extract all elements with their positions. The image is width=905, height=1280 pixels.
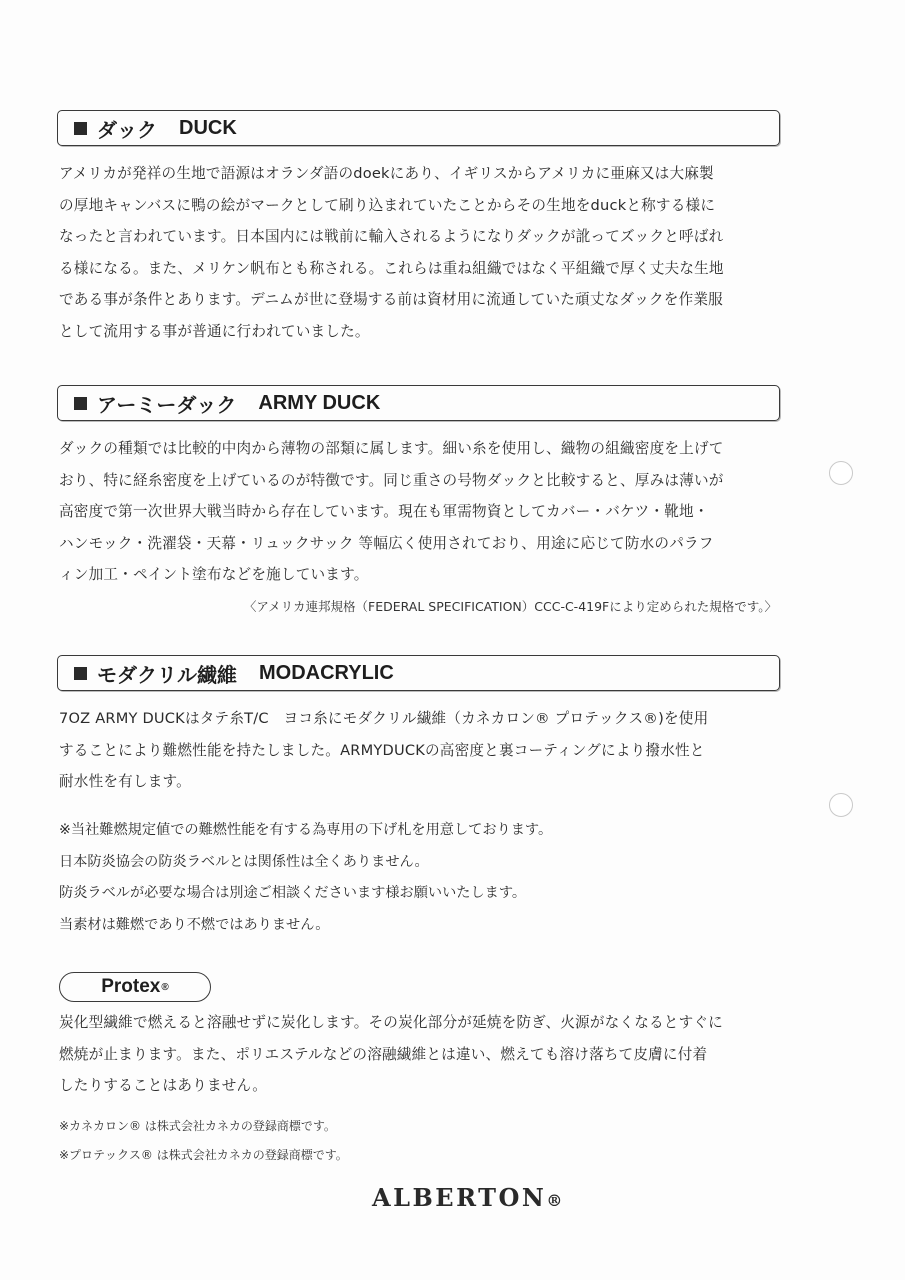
square-bullet-icon [74, 667, 87, 680]
section-body-modacrylic [59, 703, 789, 798]
body-line: る様になる。また、メリケン帆布とも称される。これらは重ね組織ではなく平組織で厚く丈夫な生地 [59, 259, 724, 277]
body-line: ダックの種類では比較的中肉から薄物の部類に属します。細い糸を使用し、織物の組織密度を上げて [59, 440, 724, 457]
square-bullet-icon [74, 397, 87, 410]
brand-logo [372, 1183, 562, 1212]
section-heading-modacrylic [57, 655, 780, 691]
flame-retardant-notes [59, 815, 552, 941]
protex-label [59, 972, 211, 1002]
heading-en: DUCK [179, 116, 237, 139]
body-line: なったと言われています。日本国内には戦前に輸入されるようになりダックが訛ってズックと呼ばれ [59, 228, 724, 245]
heading-jp: アーミーダック [97, 394, 237, 417]
note-line: ※当社難燃規定値での難燃性能を有する為専用の下げ札を用意しております。 [59, 822, 553, 838]
note-line: 防炎ラベルが必要な場合は別途ご相談くださいます様お願いいたします。 [59, 885, 527, 901]
protex-body [59, 1007, 789, 1102]
trademark-line: ※プロテックス® は株式会社カネカの登録商標です。 [59, 1148, 348, 1162]
punch-hole-icon [829, 461, 853, 485]
body-line: ハンモック・洗濯袋・天幕・リュックサック 等幅広く使用されており、用途に応じて防水のパラフ [59, 534, 714, 552]
section-body-army-duck [59, 433, 789, 591]
note-line: 当素材は難燃であり不燃ではありません。 [59, 916, 330, 933]
trademark-notes [59, 1112, 348, 1170]
square-bullet-icon [74, 122, 87, 135]
registered-mark: ® [161, 981, 169, 993]
body-line: として流用する事が普通に行われていました。 [59, 322, 370, 340]
federal-spec-note: 〈アメリカ連邦規格（FEDERAL SPECIFICATION）CCC-C-419Fにより定められた規格です。〉 [243, 599, 777, 614]
body-line: したりすることはありません。 [59, 1077, 267, 1094]
body-line: アメリカが発祥の生地で語源はオランダ語のdoekにあり、イギリスからアメリカに亜麻又は大麻製 [59, 165, 714, 182]
punch-hole-icon [829, 793, 853, 817]
section-heading-army-duck [57, 385, 780, 421]
protex-name: Protex [101, 976, 161, 997]
heading-en: MODACRYLIC [259, 661, 394, 684]
body-line: である事が条件とあります。デニムが世に登場する前は資材用に流通していた頑丈なダックを作業服 [59, 291, 723, 308]
body-line: 7OZ ARMY DUCKはタテ糸T/C ヨコ糸にモダクリル繊維（カネカロン® プロテックス®)を使用 [59, 710, 709, 727]
body-line: ィン加工・ペイント塗布などを施しています。 [59, 566, 369, 583]
heading-en: ARMY DUCK [258, 391, 381, 414]
section-body-duck [59, 158, 789, 347]
trademark-line: ※カネカロン® は株式会社カネカの登録商標です。 [59, 1119, 336, 1133]
note-line: 日本防炎協会の防炎ラベルとは関係性は全くありません。 [59, 853, 429, 870]
heading-jp: モダクリル繊維 [97, 664, 237, 687]
section-heading-duck [57, 110, 780, 146]
body-line: の厚地キャンバスに鴨の絵がマークとして刷り込まれていたことからその生地をduckと称する様に [59, 196, 716, 214]
body-line: 耐水性を有します。 [59, 773, 191, 790]
body-line: 炭化型繊維で燃えると溶融せずに炭化します。その炭化部分が延焼を防ぎ、火源がなくなるとすぐに [59, 1014, 723, 1031]
body-line: することにより難燃性能を持たしました。ARMYDUCKの高密度と裏コーティングにより撥水性と [59, 741, 705, 759]
heading-jp: ダック [97, 119, 157, 142]
brand-name: ALBERTON [372, 1183, 547, 1212]
body-line: 燃焼が止まります。また、ポリエステルなどの溶融繊維とは違い、燃えても溶け落ちて皮膚に付着 [59, 1045, 708, 1063]
body-line: おり、特に経糸密度を上げているのが特徴です。同じ重さの号物ダックと比較すると、厚みは薄いが [59, 471, 724, 489]
registered-mark: ® [546, 1191, 563, 1210]
body-line: 高密度で第一次世界大戦当時から存在しています。現在も軍需物資としてカバー・バケツ・靴地・ [59, 503, 709, 520]
